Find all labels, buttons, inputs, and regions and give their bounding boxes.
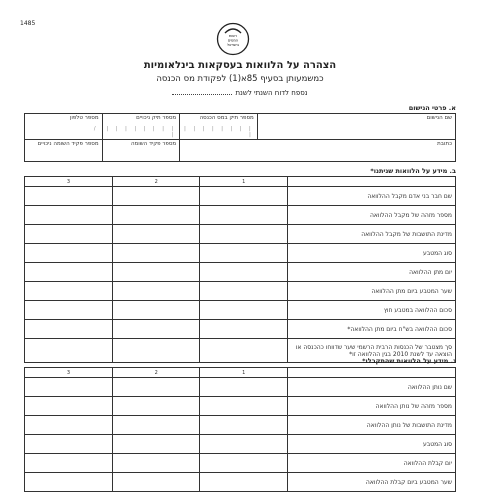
input-cell[interactable] — [112, 416, 199, 435]
row-label: שם נותן ההלוואה — [287, 378, 455, 397]
input-cell[interactable] — [112, 435, 199, 454]
input-cell[interactable] — [112, 454, 199, 473]
table-header-row — [25, 368, 456, 378]
row-label: סכום ההלוואה בש"ח ביום מתן ההלוואה* — [287, 320, 455, 339]
row-label: סוג המטבע — [287, 435, 455, 454]
row-label: יום מתן ההלוואה — [287, 263, 455, 282]
input-cell[interactable] — [112, 244, 199, 263]
section-b-title: ב. מידע על הלוואות שניתנו* — [370, 167, 456, 175]
input-cell[interactable] — [112, 473, 199, 492]
withholding-officer-cell[interactable] — [25, 140, 103, 162]
table-row — [25, 244, 456, 263]
row-label: מספר מזהה של נותן ההלוואה — [287, 397, 455, 416]
input-cell[interactable] — [112, 320, 199, 339]
taxpayer-details-table — [24, 113, 456, 162]
withholding-officer-label: מספר פקיד השומה ניכויים — [37, 141, 99, 147]
input-cell[interactable] — [200, 320, 287, 339]
input-cell[interactable] — [25, 244, 113, 263]
row-label: שם חבר בני אדם מקבל ההלוואה — [287, 187, 455, 206]
column-header: 1 — [200, 177, 287, 187]
input-cell[interactable] — [112, 225, 199, 244]
input-cell[interactable] — [112, 206, 199, 225]
input-cell[interactable] — [25, 416, 113, 435]
table-row — [25, 320, 456, 339]
table-header-row — [25, 177, 456, 187]
address-cell[interactable] — [180, 140, 456, 162]
input-cell[interactable] — [200, 263, 287, 282]
input-cell[interactable] — [200, 397, 287, 416]
withholding-file-cell[interactable] — [102, 114, 180, 140]
input-cell[interactable] — [25, 301, 113, 320]
input-cell[interactable] — [200, 187, 287, 206]
tax-file-number-label: מספר תיק במס הכנסה — [199, 115, 254, 121]
header-blank — [287, 177, 455, 187]
input-cell[interactable] — [200, 282, 287, 301]
logo-line-3: בישראל — [227, 43, 239, 47]
logo-line-2: המסים — [227, 38, 239, 43]
table-row — [25, 282, 456, 301]
header-blank — [287, 368, 455, 378]
form-subtitle: כמשמעותן בסעיף 85א(1) לפקודת מס הכנסה — [156, 74, 324, 84]
withholding-file-label: מספר תיק ניכויים — [136, 115, 177, 121]
input-cell[interactable] — [112, 282, 199, 301]
assessing-officer-label: מספר פקיד השומה — [130, 141, 177, 147]
digit-boxes: | | | | | | | | | — [184, 126, 254, 138]
input-cell[interactable] — [25, 320, 113, 339]
input-cell[interactable] — [200, 339, 287, 363]
input-cell[interactable] — [25, 473, 113, 492]
input-cell[interactable] — [25, 225, 113, 244]
input-cell[interactable] — [25, 206, 113, 225]
input-cell[interactable] — [200, 378, 287, 397]
form-title: הצהרה על הלוואות בעסקאות בינלאומיות — [143, 60, 337, 71]
input-cell[interactable] — [25, 263, 113, 282]
input-cell[interactable] — [112, 263, 199, 282]
row-label: יום קבלת ההלוואה — [287, 454, 455, 473]
row-label: מדינת התושבות של נותן ההלוואה — [287, 416, 455, 435]
phone-cell[interactable] — [25, 114, 103, 140]
input-cell[interactable] — [200, 225, 287, 244]
table-row — [25, 397, 456, 416]
table-row — [25, 187, 456, 206]
tax-authority-logo — [216, 22, 250, 56]
year-field[interactable] — [172, 94, 232, 95]
assessing-officer-cell[interactable] — [102, 140, 180, 162]
column-header: 2 — [112, 177, 199, 187]
table-row — [25, 378, 456, 397]
row-label: מספר מזהה של מקבל ההלוואה — [287, 206, 455, 225]
loans-given-table — [24, 176, 456, 363]
input-cell[interactable] — [25, 378, 113, 397]
column-header: 2 — [112, 368, 199, 378]
loans-received-table — [24, 367, 456, 492]
row-label: שער המטבע ביום מתן ההלוואה — [287, 282, 455, 301]
section-a-title: א. פרטי הנישום — [408, 104, 456, 112]
input-cell[interactable] — [200, 435, 287, 454]
input-cell[interactable] — [25, 435, 113, 454]
table-row — [25, 473, 456, 492]
table-row — [25, 263, 456, 282]
input-cell[interactable] — [200, 301, 287, 320]
table-row — [25, 454, 456, 473]
input-cell[interactable] — [25, 454, 113, 473]
phone-label: מספר טלפון — [69, 115, 99, 121]
form-number: 1485 — [20, 20, 36, 27]
row-label: מדינת התושבות של מקבל ההלוואה — [287, 225, 455, 244]
table-row — [25, 435, 456, 454]
digit-boxes: | | | | | | | | | — [106, 126, 177, 138]
tax-file-number-cell[interactable] — [180, 114, 258, 140]
row-label: סכום ההלוואה במטבע חוץ — [287, 301, 455, 320]
phone-separator: / — [93, 126, 99, 132]
address-label: כתובת — [437, 141, 452, 147]
row-label: שער המטבע ביום קבלת ההלוואה — [287, 473, 455, 492]
input-cell[interactable] — [200, 206, 287, 225]
input-cell[interactable] — [25, 187, 113, 206]
taxpayer-name-cell[interactable] — [257, 114, 455, 140]
input-cell[interactable] — [112, 397, 199, 416]
input-cell[interactable] — [112, 378, 199, 397]
annual-report-label: נספח לדוח השנתי לשנת — [235, 89, 308, 97]
column-header: 3 — [25, 368, 113, 378]
table-row — [25, 301, 456, 320]
column-header: 3 — [25, 177, 113, 187]
row-label: סוג המטבע — [287, 244, 455, 263]
logo-line-1: רשות — [229, 34, 237, 38]
input-cell[interactable] — [25, 282, 113, 301]
taxpayer-name-label: שם הנישום — [426, 115, 452, 121]
table-row — [25, 225, 456, 244]
column-header: 1 — [200, 368, 287, 378]
input-cell[interactable] — [25, 339, 113, 363]
section-c-title: ג. מידע על הלוואות שהתקבלו* — [362, 357, 456, 365]
input-cell[interactable] — [25, 397, 113, 416]
input-cell[interactable] — [200, 473, 287, 492]
input-cell[interactable] — [112, 301, 199, 320]
input-cell[interactable] — [200, 454, 287, 473]
row-label: סך מצטבר של הכנסות הרבית הרשמי שער שדווחו כהכנסה או הוצאה עד לשנת 2010 בגין ההלוואה זו* — [287, 339, 455, 363]
input-cell[interactable] — [112, 187, 199, 206]
input-cell[interactable] — [200, 416, 287, 435]
annual-report-line — [0, 89, 480, 97]
table-row — [25, 416, 456, 435]
input-cell[interactable] — [200, 244, 287, 263]
input-cell[interactable] — [112, 339, 199, 363]
table-row — [25, 206, 456, 225]
